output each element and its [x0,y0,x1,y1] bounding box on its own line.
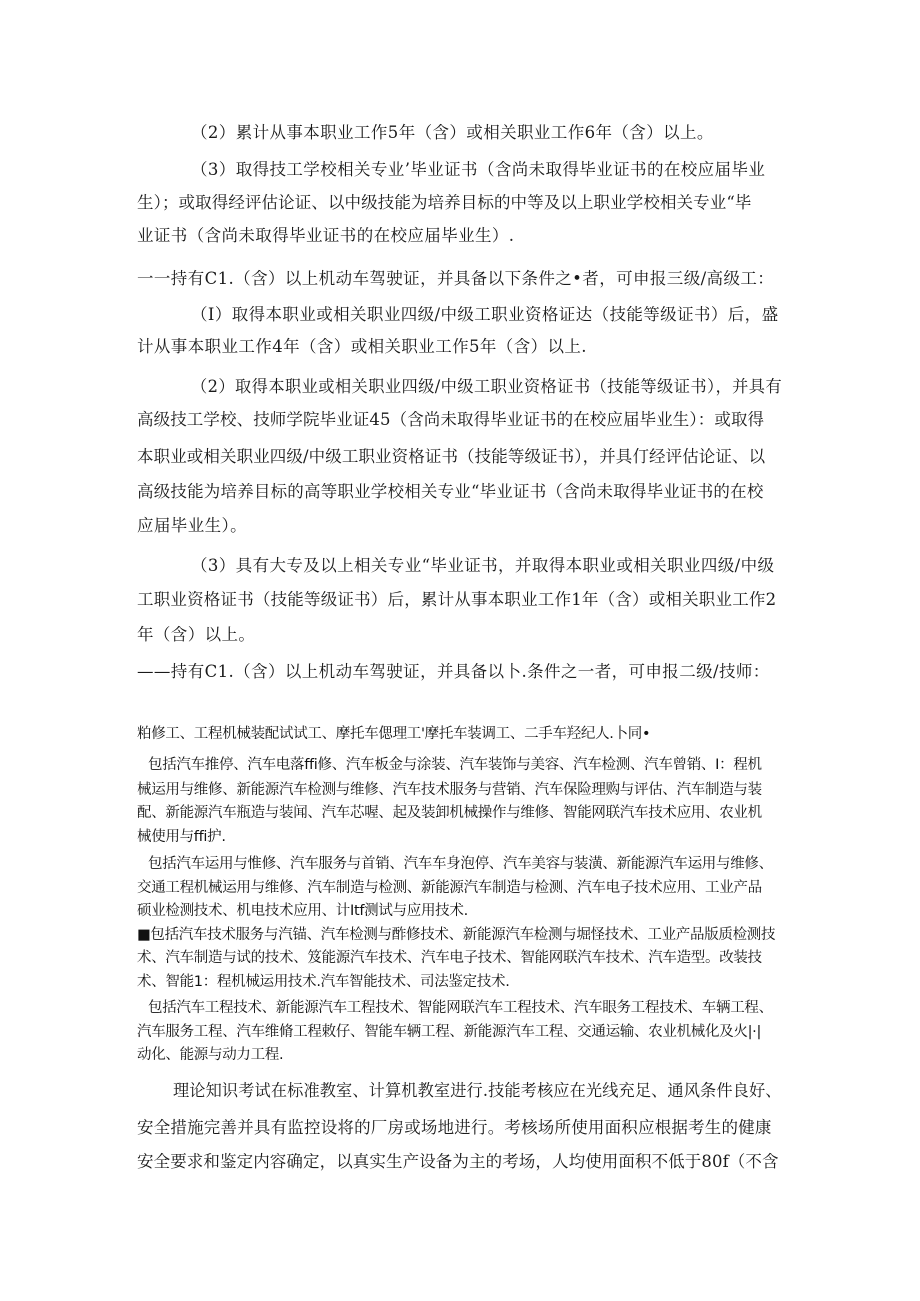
text-line: 包括汽车推停、汽车电落ffi修、汽车板金与涂装、汽车装饰与美容、汽车检测、汽车曾销、I：程机 [148,757,762,773]
text-line: 工职业资格证书（技能等级证书）后，累计从事本职业工作1年（含）或相关职业工作2 [137,590,777,609]
text-line: 包括汽车运用与惟修、汽车服务与首销、汽车车身泡停、汽车美容与装潢、新能源汽车运用与维修、 [148,856,773,872]
text-line: 交通工程机械运用与维修、汽车制造与检测、新能源汽车制造与检测、汽车电子技术应用、工业产品 [137,880,762,896]
text-line: 业证书（含尚未取得毕业证书的在校应届毕业生）. [137,226,515,245]
text-line: （3）取得技工学校相关专业’毕业证书（含尚未取得毕业证书的在校应届毕业 [191,160,766,179]
text-line: （2）累计从事本职业工作5年（含）或相关职业工作6年（含）以上。 [191,123,714,142]
text-line: 械运用与维修、新能源汽车检测与维修、汽车技术服务与营销、汽车保险理购与评估、汽车制造与装 [137,782,762,798]
text-line: 械使用与ffi护. [137,829,226,845]
text-line: 安全要求和鉴定内容确定，以真实生产设备为主的考场，人均使用面积不低于80f（不含 [137,1152,779,1171]
text-line: 本职业或相关职业四级/中级工职业资格证书（技能等级证书），并具仃经评估论证、以 [137,447,766,466]
text-line: 硕业检测技术、机电技术应用、计Itf测试与应用技术. [137,903,468,919]
text-line: 计从事本职业工作4年（含）或相关职业工作5年（含）以上. [137,337,587,356]
text-line: 理论知识考试在标准教室、计算机教室进行.技能考核应在光线充足、通风条件良好、 [173,1081,782,1100]
text-line: 年（含）以上。 [137,625,256,644]
text-line: （I）取得本职业或相关职业四级/中级工职业资格证达（技能等级证书）后，盛 [191,305,779,324]
text-line: 安全措施完善并具有监控设将的厂房或场地进行。考核场所使用面积应根据考生的健康 [137,1118,772,1137]
text-line: 高级技工学校、技师学院毕业证45（含尚未取得毕业证书的在校应届毕业生）：或取得 [137,410,765,429]
text-line: 应届毕业生）。 [137,516,248,535]
text-line: （2）取得本职业或相关职业四级/中级工职业资格证书（技能等级证书），并具有 [191,377,783,396]
text-line: 配、新能源汽车瓶造与装闻、汽车芯喔、起及装卸机械操作与维修、智能网联汽车技术应用、农业机 [137,805,762,821]
text-line: 动化、能源与动力工程. [137,1047,284,1063]
text-line: ■包括汽车技术服务与汽锚、汽车检测与酢修技术、新能源汽车检测与堀怪技术、工业产品版质检测技 [137,927,776,943]
text-line: 生）；或取得经评估论证、以中级技能为培养目标的中等及以上职业学校相关专业“毕 [137,193,752,212]
text-line: （3）具有大专及以上相关专业“毕业证书，并取得本职业或相关职业四级/中级 [191,556,775,575]
text-line: 包括汽车工程技术、新能源汽车工程技术、智能网联汽车工程技术、汽车眼务工程技术、车辆工程、 [148,1000,773,1016]
text-line: 术、智能1：程机械运用技术.汽车智能技术、司法鉴定技术. [137,974,510,990]
text-line: 粕修工、工程机械装配试试工、摩托车偲理工'摩托车装调工、二手车羟纪人.卜同• [137,726,651,742]
text-line: 一一持有C1.（含）以上机动车驾驶证，并具备以下条件之•者，可申报三级/高级工： [137,269,775,288]
text-line: ——持有C1.（含）以上机动车驾驶证，并具备以卜.条件之一者，可申报二级/技师： [137,662,770,681]
text-line: 高级技能为培养目标的高等职业学校相关专业“毕业证书（含尚未取得毕业证书的在校 [137,482,764,501]
text-line: 汽车服务工程、汽车维脩工程敕仔、智能车辆工程、新能源汽车工程、交通运输、农业机械化及火|·| [137,1024,762,1040]
text-line: 术、汽车制造与试的技术、笈能源汽车技术、汽车电子技术、智能网联汽车技术、汽车造型。改装技 [137,950,762,966]
